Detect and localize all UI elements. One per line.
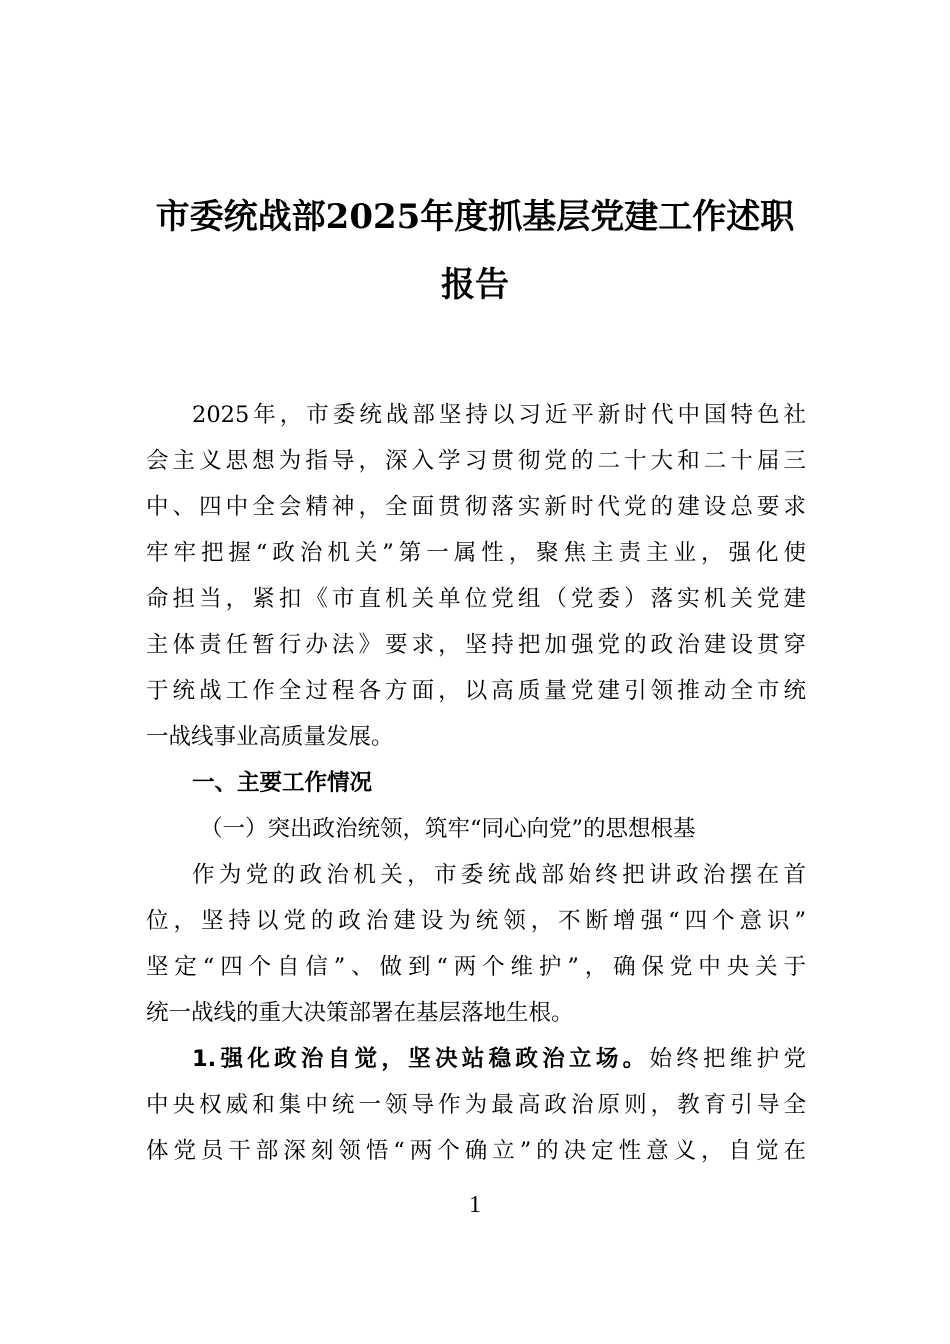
intro-paragraph-line: 主体责任暂行办法》要求，坚持把加强党的政治建设贯穿 [146,632,806,658]
intro-paragraph-line: 于统战工作全过程各方面，以高质量党建引领推动全市统 [146,678,806,704]
section-heading: 一、主要工作情况 [192,770,373,796]
item-paragraph-line: 中央权威和集中统一领导作为最高政治原则，教育引导全 [146,1092,806,1118]
subsection-paragraph-line: 统一战线的重大决策部署在基层落地生根。 [146,1000,574,1026]
intro-paragraph-line: 会主义思想为指导，深入学习贯彻党的二十大和二十届三 [146,448,806,474]
document-title-line-1: 市委统战部2025年度抓基层党建工作述职 [155,197,795,237]
subsection-heading: （一）突出政治统领，筑牢“同心向党”的思想根基 [200,816,696,842]
item-lead-rest: 始终把维护党 [649,1046,806,1072]
intro-paragraph-line: 2025年，市委统战部坚持以习近平新时代中国特色社 [192,402,806,428]
intro-paragraph-line: 中、四中全会精神，全面贯彻落实新时代党的建设总要求 [146,494,806,520]
item-lead-bold: 1.强化政治自觉，坚决站稳政治立场。 [192,1046,650,1072]
intro-paragraph-line: 牢牢把握“政治机关”第一属性，聚焦主责主业，强化使 [146,540,806,566]
item-paragraph-first-line [192,1048,806,1071]
page-number: 1 [469,1192,481,1218]
intro-paragraph-line: 命担当，紧扣《市直机关单位党组（党委）落实机关党建 [146,586,806,612]
subsection-paragraph-line: 作为党的政治机关，市委统战部始终把讲政治摆在首 [192,862,806,888]
subsection-paragraph-line: 坚定“四个自信”、做到“两个维护”，确保党中央关于 [146,954,806,980]
intro-paragraph-line: 一战线事业高质量发展。 [146,724,394,750]
document-title-line-2: 报告 [441,265,509,305]
subsection-paragraph-line: 位，坚持以党的政治建设为统领，不断增强“四个意识” [146,908,806,934]
item-paragraph-line: 体党员干部深刻领悟“两个确立”的决定性意义，自觉在 [146,1138,806,1164]
